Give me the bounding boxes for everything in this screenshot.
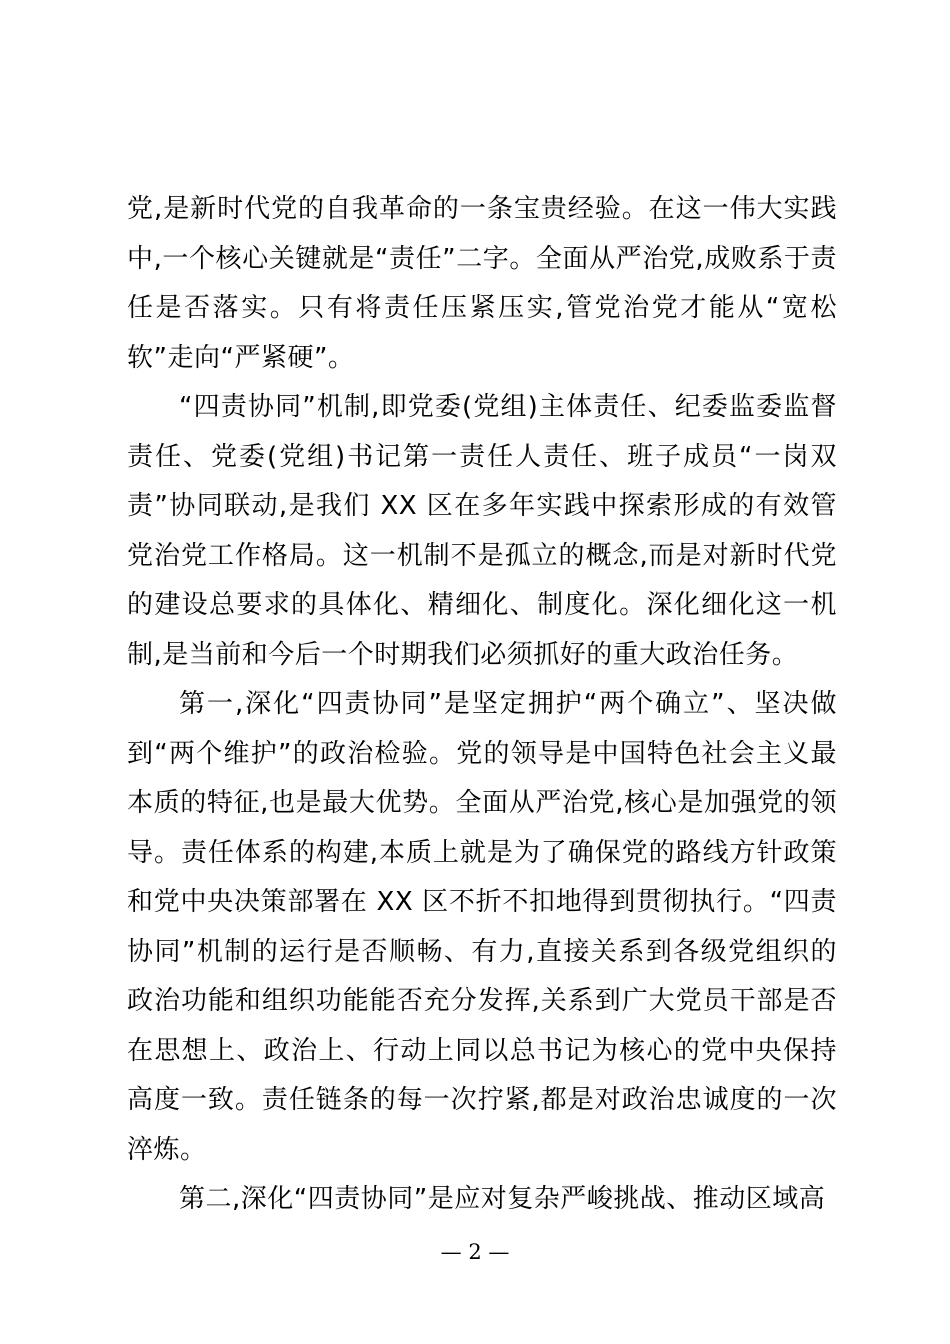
paragraph-mechanism: “四责协同”机制,即党委(党组)主体责任、纪委监委监督责任、党委(党组)书记第一责任人责任、班子成员“一岗双责”协同联动,是我们 XX 区在多年实践中探索形成的有效管党治党工作格局。这一机制不是孤立的概念,而是对新时代党的建设总要求的具体化、精细化、制度化。深化细化这一机制,是当前和今后一个时期我们必须抓好的重大政治任务。 (127, 392, 837, 670)
paragraph-continued: 党,是新时代党的自我革命的一条宝贵经验。在这一伟大实践中,一个核心关键就是“责任”二字。全面从严治党,成败系于责任是否落实。只有将责任压紧压实,管党治党才能从“宽松软”走向“严紧硬”。 (127, 194, 837, 373)
paragraph-second-point: 第二,深化“四责协同”是应对复杂严峻挑战、推动区域高 (179, 1184, 826, 1214)
paragraph-first-point: 第一,深化“四责协同”是坚定拥护“两个确立”、坚决做到“两个维护”的政治检验。党的领导是中国特色社会主义最本质的特征,也是最大优势。全面从严治党,核心是加强党的领导。责任体系的构建,本质上就是为了确保党的路线方针政策和党中央决策部署在 XX 区不折不扣地得到贯彻执行。“四责协同”机制的运行是否顺畅、有力,直接关系到各级党组织的政治功能和组织功能能否充分发挥,关系到广大党员干部是否在思想上、政治上、行动上同以总书记为核心的党中央保持高度一致。责任链条的每一次拧紧,都是对政治忠诚度的一次淬炼。 (127, 689, 837, 1165)
document-body (127, 185, 837, 1225)
page-number: — 2 — (440, 1240, 510, 1264)
